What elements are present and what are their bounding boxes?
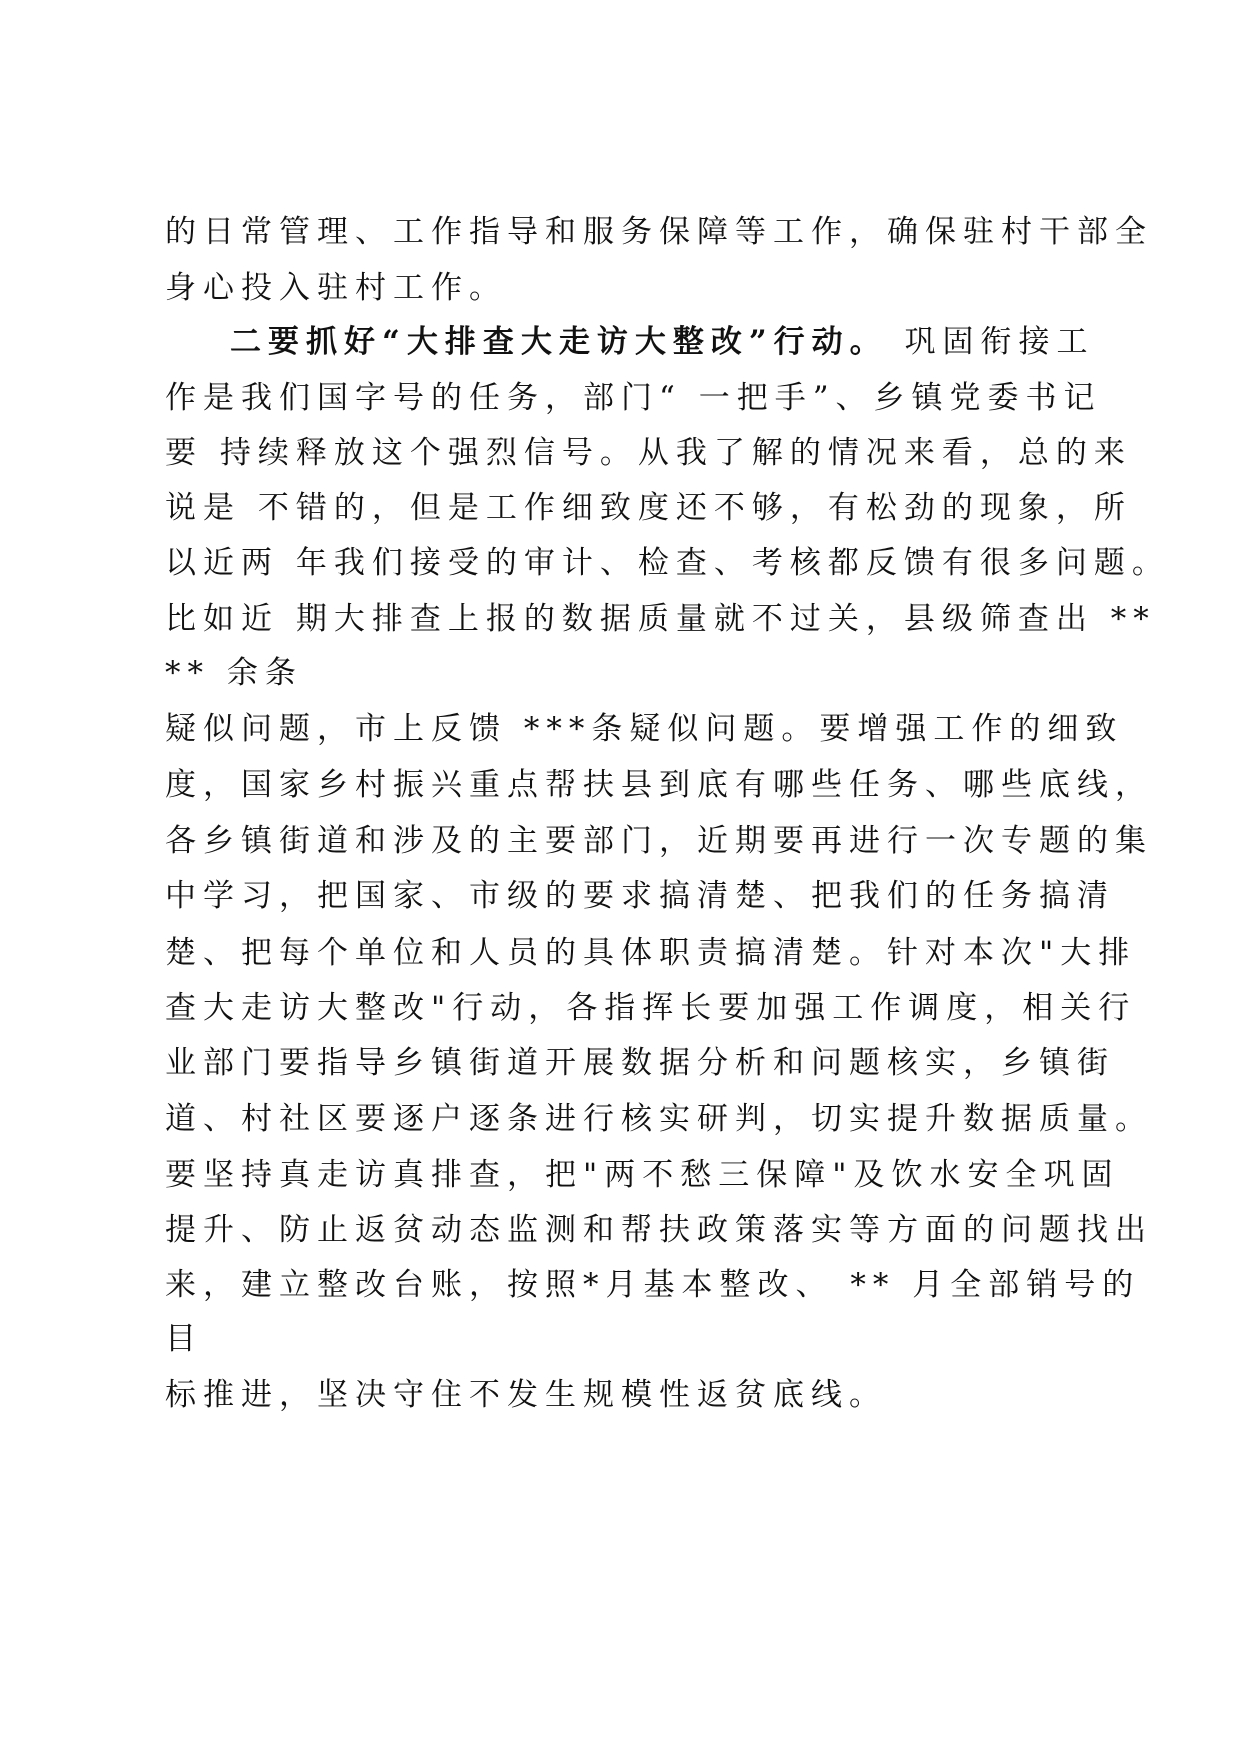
text-line: 目 — [165, 1321, 203, 1357]
text-line: 各乡镇街道和涉及的主要部门，近期要再进行一次专题的集 — [165, 823, 1153, 859]
text-line: 作是我们国字号的任务，部门“ 一把手”、乡镇党委书记 — [165, 380, 1102, 416]
text-line: 道、村社区要逐户逐条进行核实研判，切实提升数据质量。 — [165, 1101, 1153, 1137]
text-line: 度，国家乡村振兴重点帮扶县到底有哪些任务、哪些底线， — [165, 767, 1153, 803]
text-line: 说是 不错的，但是工作细致度还不够，有松劲的现象，所 — [165, 490, 1132, 526]
text-line: 以近两 年我们接受的审计、检查、考核都反馈有很多问题。 — [165, 545, 1170, 581]
heading-continuation: 巩固衔接工 — [887, 324, 1095, 360]
text-line: 要坚持真走访真排查，把"两不愁三保障"及饮水安全巩固 — [165, 1157, 1120, 1193]
text-line: 疑似问题，市上反馈 ***条疑似问题。要增强工作的细致 — [165, 711, 1124, 747]
text-line: 要 持续释放这个强烈信号。从我了解的情况来看，总的来 — [165, 435, 1132, 471]
text-line: 身心投入驻村工作。 — [165, 270, 507, 306]
text-line: ** 余条 — [165, 655, 303, 691]
text-line: 中学习，把国家、市级的要求搞清楚、把我们的任务搞清 — [165, 878, 1115, 914]
text-line: 楚、把每个单位和人员的具体职责搞清楚。针对本次"大排 — [165, 935, 1137, 971]
text-line: 标推进，坚决守住不发生规模性返贫底线。 — [165, 1377, 887, 1413]
text-line: 比如近 期大排查上报的数据质量就不过关，县级筛查出 ** — [165, 601, 1156, 637]
text-line: 查大走访大整改"行动，各指挥长要加强工作调度，相关行 — [165, 990, 1137, 1026]
text-line: 来，建立整改台账，按照*月基本整改、 ** 月全部销号的 — [165, 1267, 1141, 1303]
text-line: 的日常管理、工作指导和服务保障等工作，确保驻村干部全 — [165, 214, 1153, 250]
section-heading-line — [230, 322, 1095, 362]
section-heading: 二要抓好“大排查大走访大整改”行动。 — [230, 324, 888, 360]
text-line: 提升、防止返贫动态监测和帮扶政策落实等方面的问题找出 — [165, 1212, 1153, 1248]
text-line: 业部门要指导乡镇街道开展数据分析和问题核实，乡镇街 — [165, 1045, 1115, 1081]
